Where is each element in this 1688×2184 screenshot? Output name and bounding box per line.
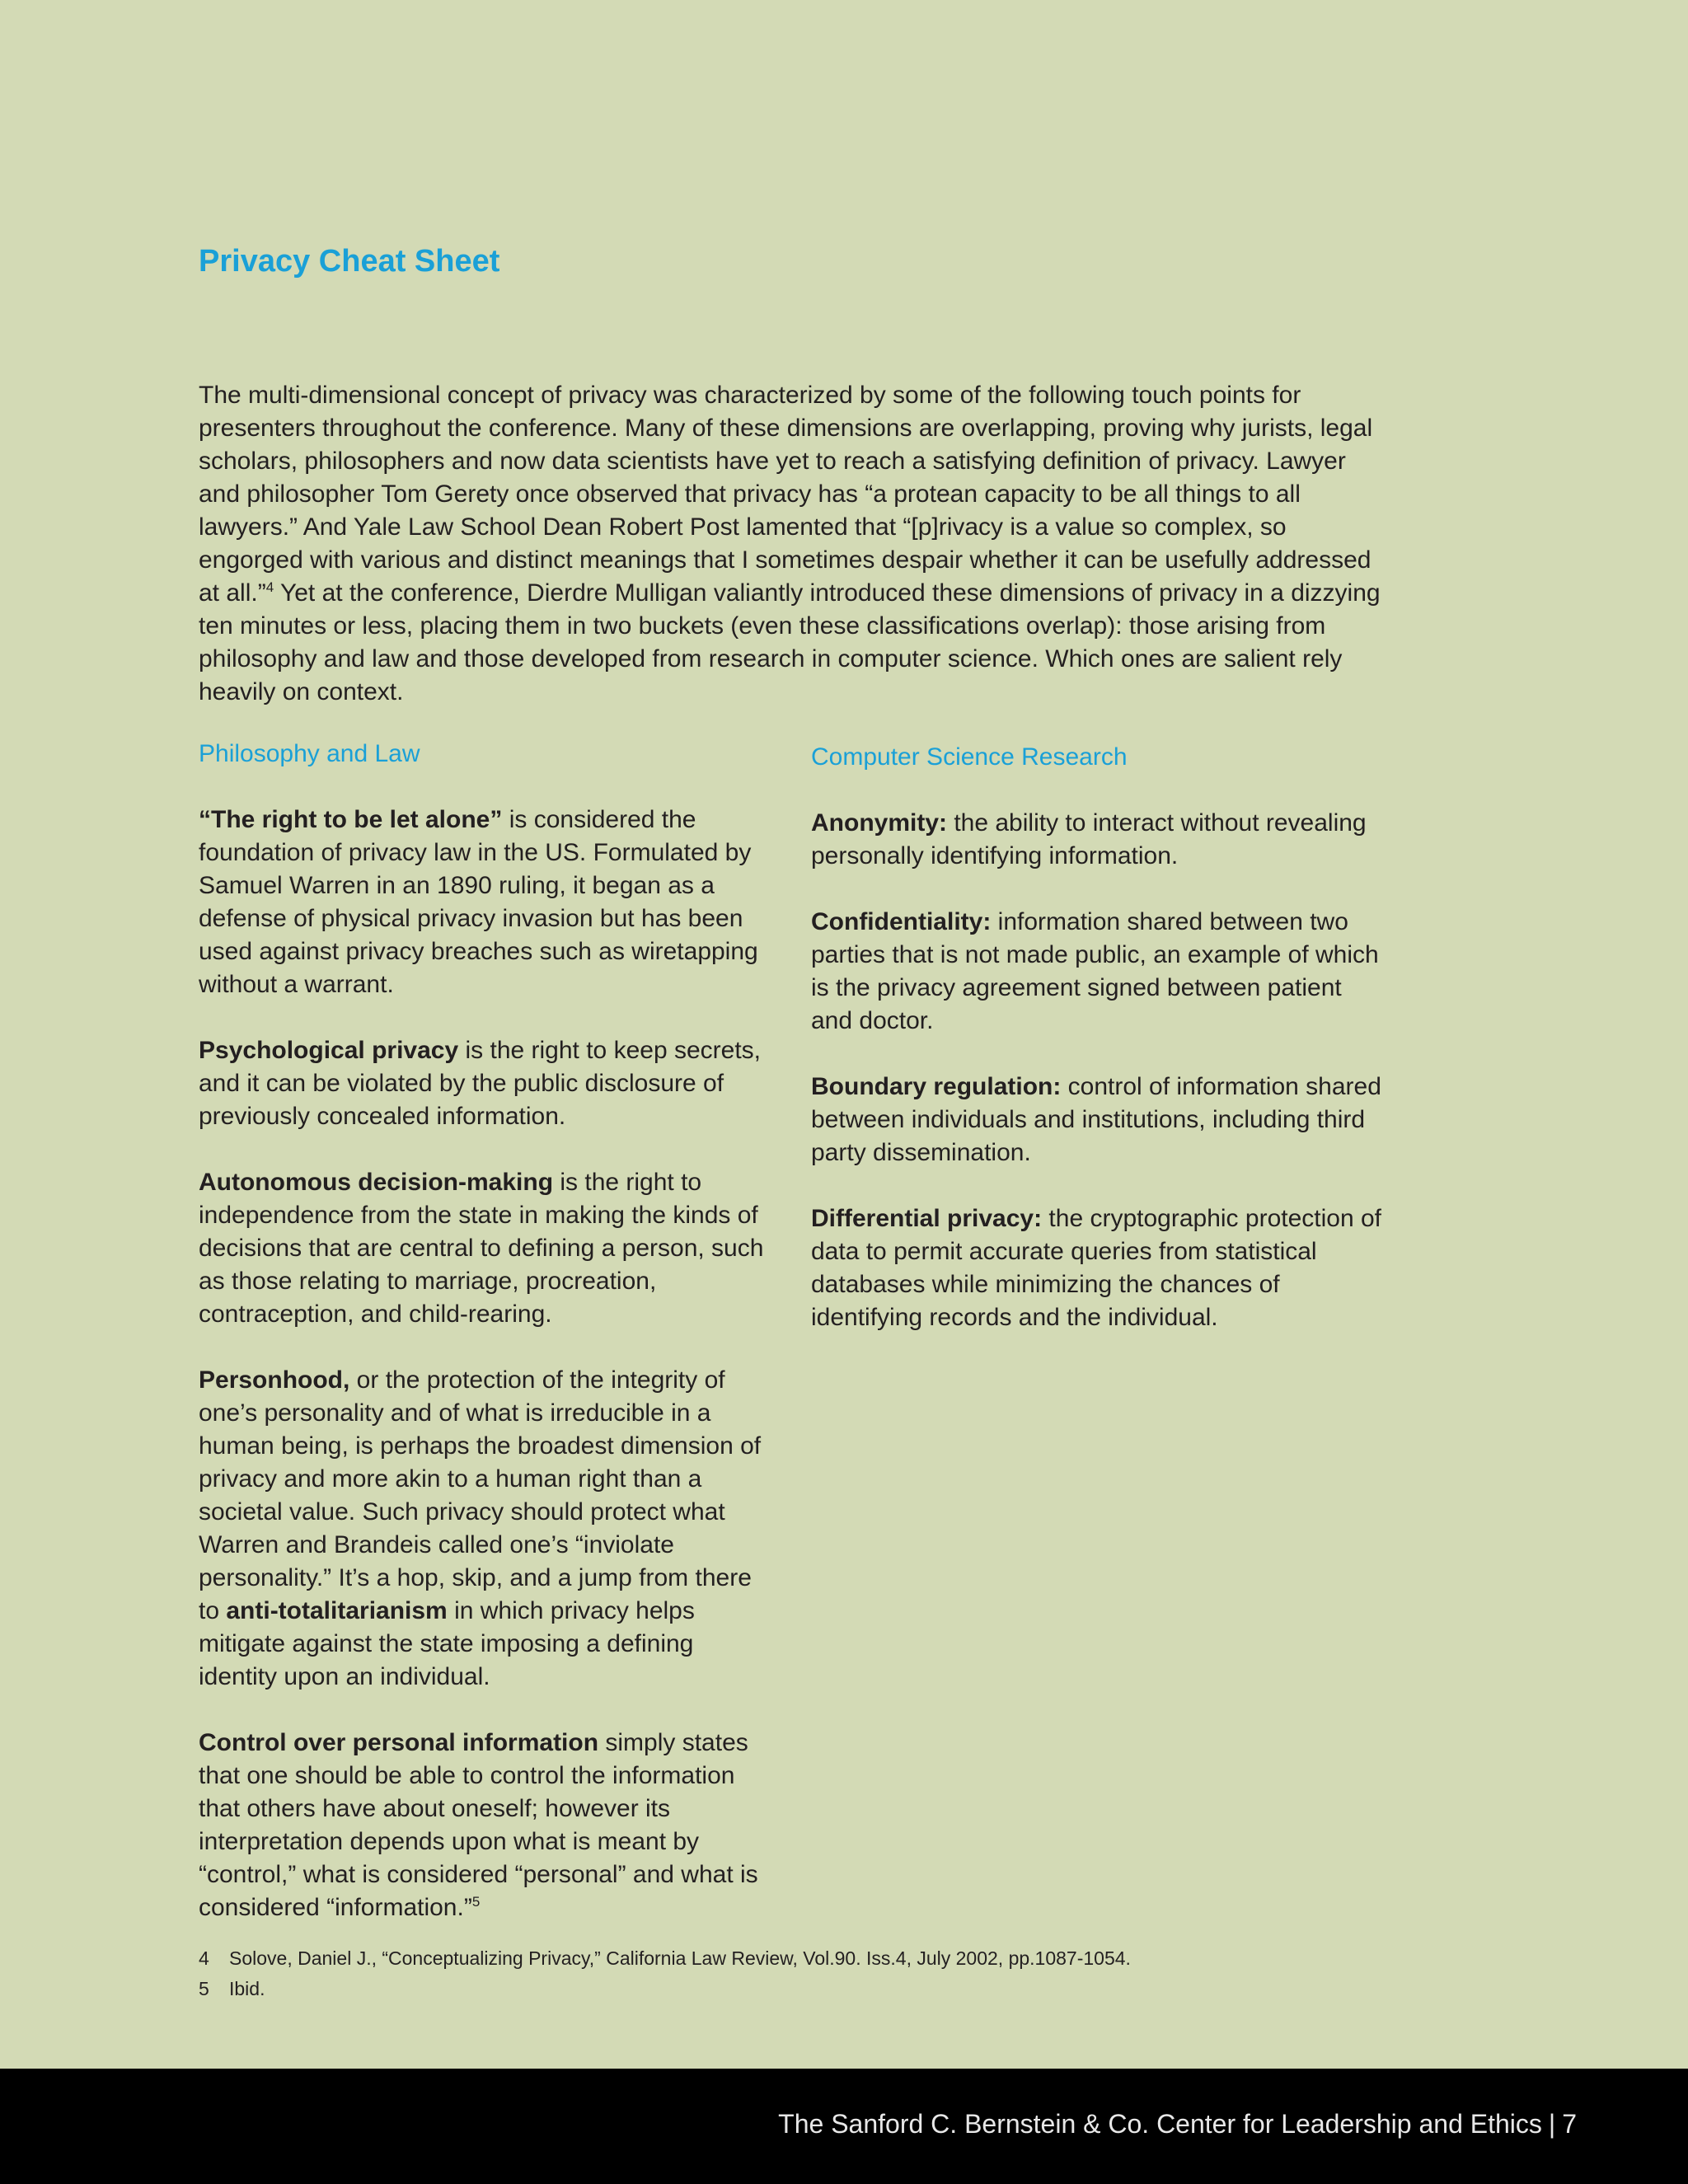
entry-control-over-personal-information (199, 1727, 776, 1924)
entry-text: simply states that one should be able to control the information that others have about oneself; however its interpretation depends upon what is meant by “control,” what is considered “personal” and what is considered “information.” (199, 1729, 758, 1921)
page-number: 7 (1562, 2109, 1577, 2139)
entry-boundary-regulation (811, 1071, 1388, 1169)
footnote-4 (199, 1943, 1131, 1974)
intro-paragraph (199, 379, 1394, 709)
entry-term: Psychological privacy (199, 1037, 459, 1064)
computer-science-heading: Computer Science Research (811, 743, 1128, 771)
footnote-ref-4[interactable]: 4 (265, 579, 274, 595)
footer-org: The Sanford C. Bernstein & Co. Center for Leadership and Ethics (778, 2109, 1542, 2139)
entry-text: control of information shared between individuals and institutions, including third party dissemination. (811, 1073, 1381, 1166)
entry-autonomous-decision-making (199, 1166, 776, 1331)
entry-term: Anonymity: (811, 809, 947, 837)
entry-psychological-privacy (199, 1034, 776, 1133)
footnote-number: 5 (199, 1978, 209, 1999)
philosophy-law-column (199, 738, 776, 1957)
entry-text: is the right to independence from the state in making the kinds of decisions that are central to defining a person, such as those relating to marriage, procreation, contraception, and child-rearing. (199, 1169, 764, 1328)
entry-term: Differential privacy: (811, 1205, 1043, 1232)
footnote-text: Solove, Daniel J., “Conceptualizing Privacy,” California Law Review, Vol.90. Iss.4, July 2002, pp.1087-1054. (229, 1947, 1131, 1969)
entry-text: the cryptographic protection of data to permit accurate queries from statistical databases while minimizing the chances of identifying records and the individual. (811, 1205, 1381, 1331)
entry-term: Confidentiality: (811, 908, 992, 935)
entry-term: Boundary regulation: (811, 1073, 1062, 1100)
entry-term: Autonomous decision-making (199, 1169, 554, 1196)
entry-personhood (199, 1364, 776, 1694)
intro-text-continued: Yet at the conference, Dierdre Mulligan valiantly introduced these dimensions of privacy in a dizzying ten minutes or less, placing them in two buckets (even these classifications overlap): those arising from philosophy and law and those developed from research in computer science. Which ones are salient rely heavily on context. (199, 579, 1381, 705)
entry-term: Control over personal information (199, 1729, 599, 1756)
entry-differential-privacy (811, 1202, 1388, 1334)
footnote-text: Ibid. (229, 1978, 265, 1999)
footnotes (199, 1943, 1131, 2004)
footer-separator: | (1548, 2109, 1556, 2139)
entry-anonymity (811, 807, 1388, 873)
footnote-ref-5[interactable]: 5 (471, 1894, 481, 1910)
entry-text: information shared between two parties that is not made public, an example of which is the privacy agreement signed between patient and doctor. (811, 908, 1379, 1034)
entry-right-to-be-let-alone (199, 804, 776, 1001)
page-footer (778, 2107, 1577, 2140)
entry-term: “The right to be let alone” (199, 806, 503, 833)
philosophy-law-heading: Philosophy and Law (199, 740, 420, 767)
footnote-number: 4 (199, 1947, 209, 1969)
footnote-5 (199, 1974, 1131, 2004)
computer-science-column (811, 741, 1388, 1367)
intro-text: The multi-dimensional concept of privacy was characterized by some of the following touch points for presenters throughout the conference. Many of these dimensions are overlapping, proving why jurists, legal scholars, philosophers and now data scientists have yet to reach a satisfying definition of privacy. Lawyer and philosopher Tom Gerety once observed that privacy has “a protean capacity to be all things to all lawyers.” And Yale Law School Dean Robert Post lamented that “[p]rivacy is a value so complex, so engorged with various and distinct meanings that I sometimes despair whether it can be usefully addressed at all.” (199, 382, 1373, 607)
entry-confidentiality (811, 906, 1388, 1038)
entry-text: is considered the foundation of privacy law in the US. Formulated by Samuel Warren in an 1890 ruling, it began as a defense of physical privacy invasion but has been used against privacy breaches such as wiretapping without a warrant. (199, 806, 758, 998)
entry-term: Personhood, (199, 1366, 350, 1394)
entry-text: or the protection of the integrity of one’s personality and of what is irreducible in a human being, is perhaps the broadest dimension of privacy and more akin to a human right than a societal value. Such privacy should protect what Warren and Brandeis called one’s “inviolate personality.” It’s a hop, skip, and a jump from there to (199, 1366, 762, 1624)
entry-text: is the right to keep secrets, and it can be violated by the public disclosure of previously concealed information. (199, 1037, 761, 1130)
page-title: Privacy Cheat Sheet (199, 244, 500, 279)
entry-text-secondary: in which privacy helps mitigate against the state imposing a defining identity upon an individual. (199, 1597, 695, 1690)
entry-text: the ability to interact without revealing personally identifying information. (811, 809, 1367, 869)
entry-term-secondary: anti-totalitarianism (226, 1597, 448, 1624)
